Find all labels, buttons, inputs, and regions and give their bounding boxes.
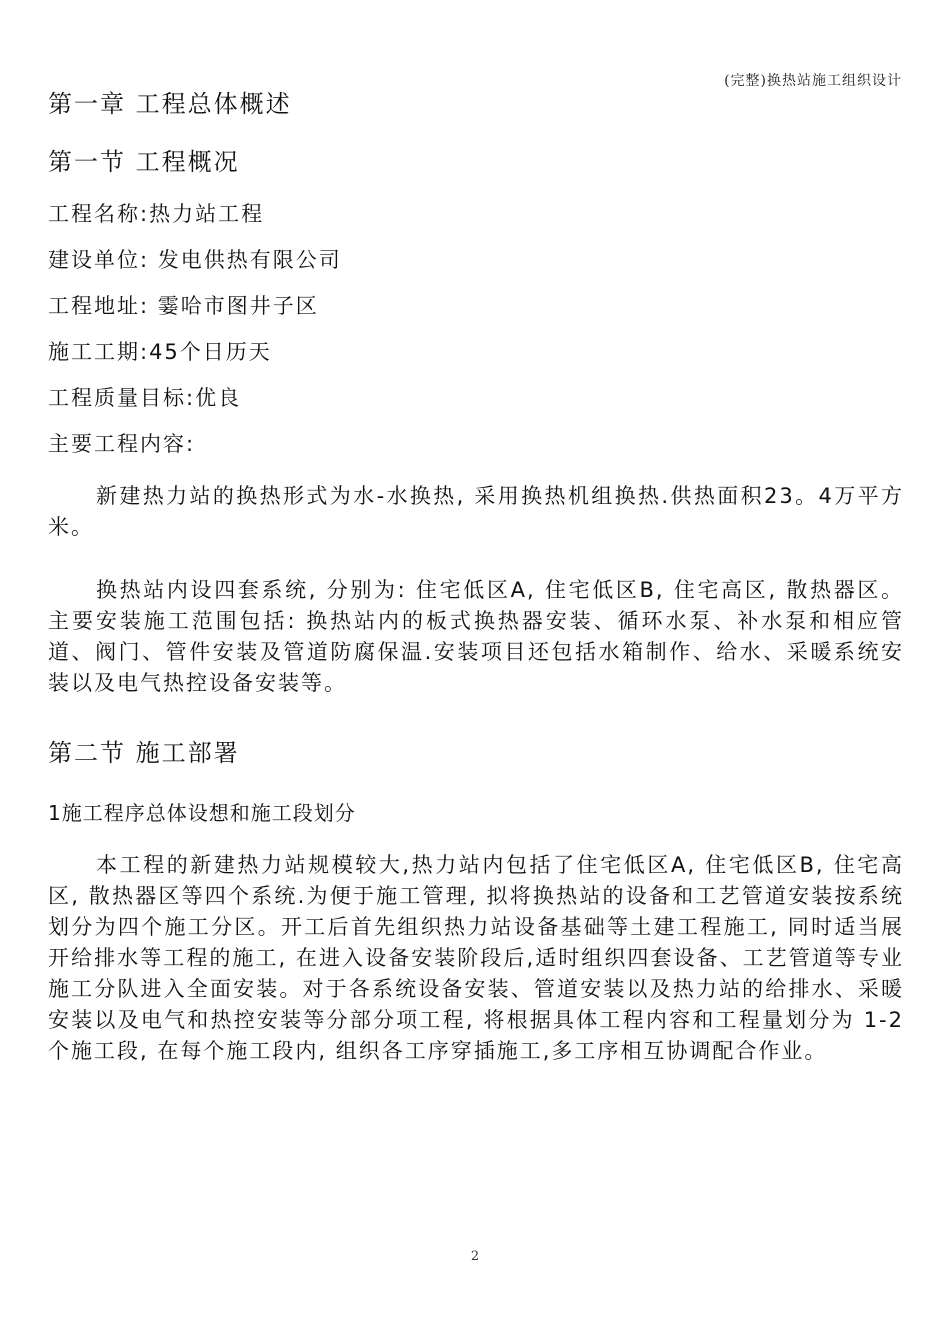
quality-target-line: 工程质量目标:优良 [48, 386, 242, 410]
construction-period-line: 施工工期:45个日历天 [48, 340, 272, 364]
overview-paragraph-2: 换热站内设四套系统, 分别为: 住宅低区A, 住宅低区B, 住宅高区, 散热器区。主要安装施工范围包括: 换热站内的板式换热器安装、循环水泵、补水泵和相应管道、阀门、管件安装及管道防腐保温.安装项目还包括水箱制作、给水、采暖系统安装以及电气热控设备安装等。 [48, 578, 904, 695]
overview-paragraph-1: 新建热力站的换热形式为水-水换热, 采用换热机组换热.供热面积23。4万平方米。 [48, 484, 904, 539]
running-header: (完整)换热站施工组织设计 [724, 73, 902, 89]
chapter-title: 第一章 工程总体概述 [48, 90, 292, 118]
project-address-line: 工程地址: 霎哈市图井子区 [48, 294, 319, 318]
main-content-label: 主要工程内容: [48, 432, 196, 456]
construction-unit-line: 建设单位: 发电供热有限公司 [48, 248, 342, 272]
deployment-paragraph: 本工程的新建热力站规模较大,热力站内包括了住宅低区A, 住宅低区B, 住宅高区, 散热器区等四个系统.为便于施工管理, 拟将换热站的设备和工艺管道安装按系统划分为四个施工分区。开工后首先组织热力站设备基础等土建工程施工, 同时适当展开给排水等工程的施工, 在进入设备安装阶段后,适时组织四套设备、工艺管道等专业施工分队进入全面安装。对于各系统设备安装、管道安装以及热力站的给排水、采暖安装以及电气和热控安装等分部分项工程, 将根据具体工程内容和工程量划分为 1-2 个施工段, 在每个施工段内, 组织各工序穿插施工,多工序相互协调配合作业。 [48, 853, 904, 1063]
section-title-deployment: 第二节 施工部署 [48, 739, 240, 767]
project-name-line: 工程名称:热力站工程 [48, 202, 265, 226]
subsection-heading: 1施工程序总体设想和施工段划分 [48, 801, 356, 825]
section-title-overview: 第一节 工程概况 [48, 148, 240, 176]
page-number: 2 [470, 1249, 480, 1264]
